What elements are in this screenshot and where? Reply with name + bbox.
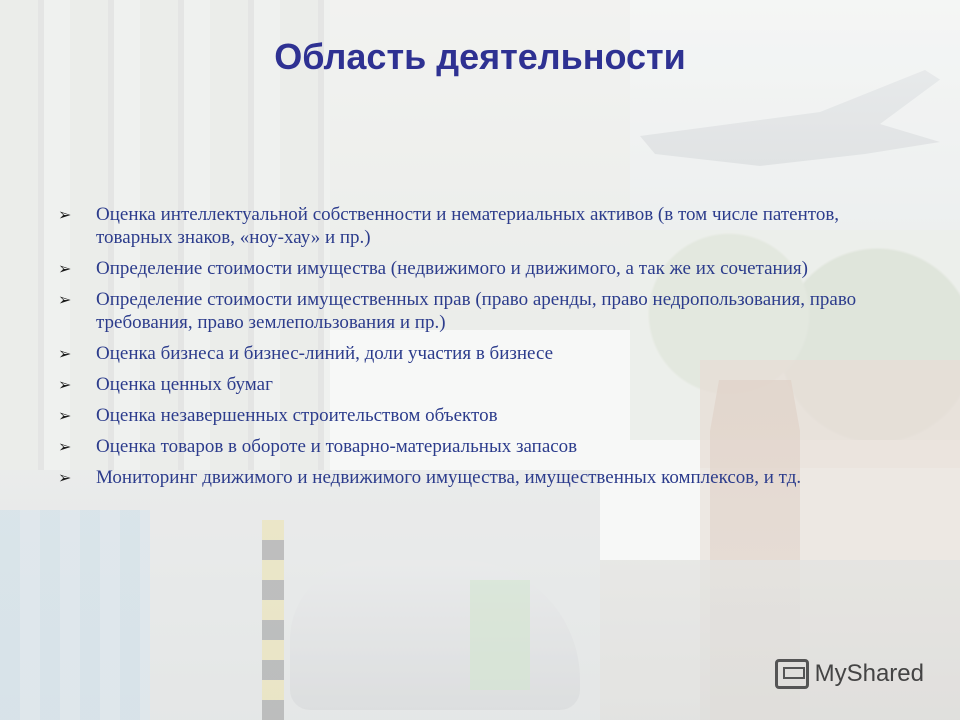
list-item	[58, 466, 918, 489]
list-item	[58, 373, 918, 396]
list-item-text: Оценка товаров в обороте и товарно-материальных запасов	[96, 436, 578, 457]
list-item-text: Оценка интеллектуальной собственности и нематериальных активов (в том числе патентов, товарных знаков, «ноу-хау» и пр.)	[96, 204, 840, 248]
arrowhead-bullet-icon: ➢	[58, 290, 72, 309]
arrowhead-bullet-icon: ➢	[58, 375, 72, 394]
list-item-text: Мониторинг движимого и недвижимого имущества, имущественных комплексов, и тд.	[96, 467, 802, 488]
list-item-text: Оценка ценных бумаг	[96, 374, 273, 395]
arrowhead-bullet-icon: ➢	[58, 205, 72, 224]
list-item	[58, 404, 918, 427]
activity-list	[58, 203, 918, 497]
arrowhead-bullet-icon: ➢	[58, 344, 72, 363]
watermark-text: MyShared	[814, 660, 924, 687]
list-item-text: Оценка бизнеса и бизнес-линий, доли участия в бизнесе	[96, 343, 554, 364]
list-item	[58, 257, 918, 280]
slide-title: Область деятельности	[274, 36, 686, 77]
list-item-text: Определение стоимости имущественных прав (право аренды, право недропользования, право требования, право землепользования и пр.)	[96, 289, 857, 333]
myshared-watermark[interactable]	[775, 656, 924, 692]
list-item	[58, 435, 918, 458]
list-item-text: Определение стоимости имущества (недвижимого и движимого, а так же их сочетания)	[96, 258, 808, 279]
myshared-logo-icon	[775, 659, 809, 689]
arrowhead-bullet-icon: ➢	[58, 468, 72, 487]
list-item	[58, 203, 918, 249]
arrowhead-bullet-icon: ➢	[58, 406, 72, 425]
arrowhead-bullet-icon: ➢	[58, 259, 72, 278]
list-item	[58, 342, 918, 365]
arrowhead-bullet-icon: ➢	[58, 437, 72, 456]
list-item	[58, 288, 918, 334]
list-item-text: Оценка незавершенных строительством объектов	[96, 405, 498, 426]
